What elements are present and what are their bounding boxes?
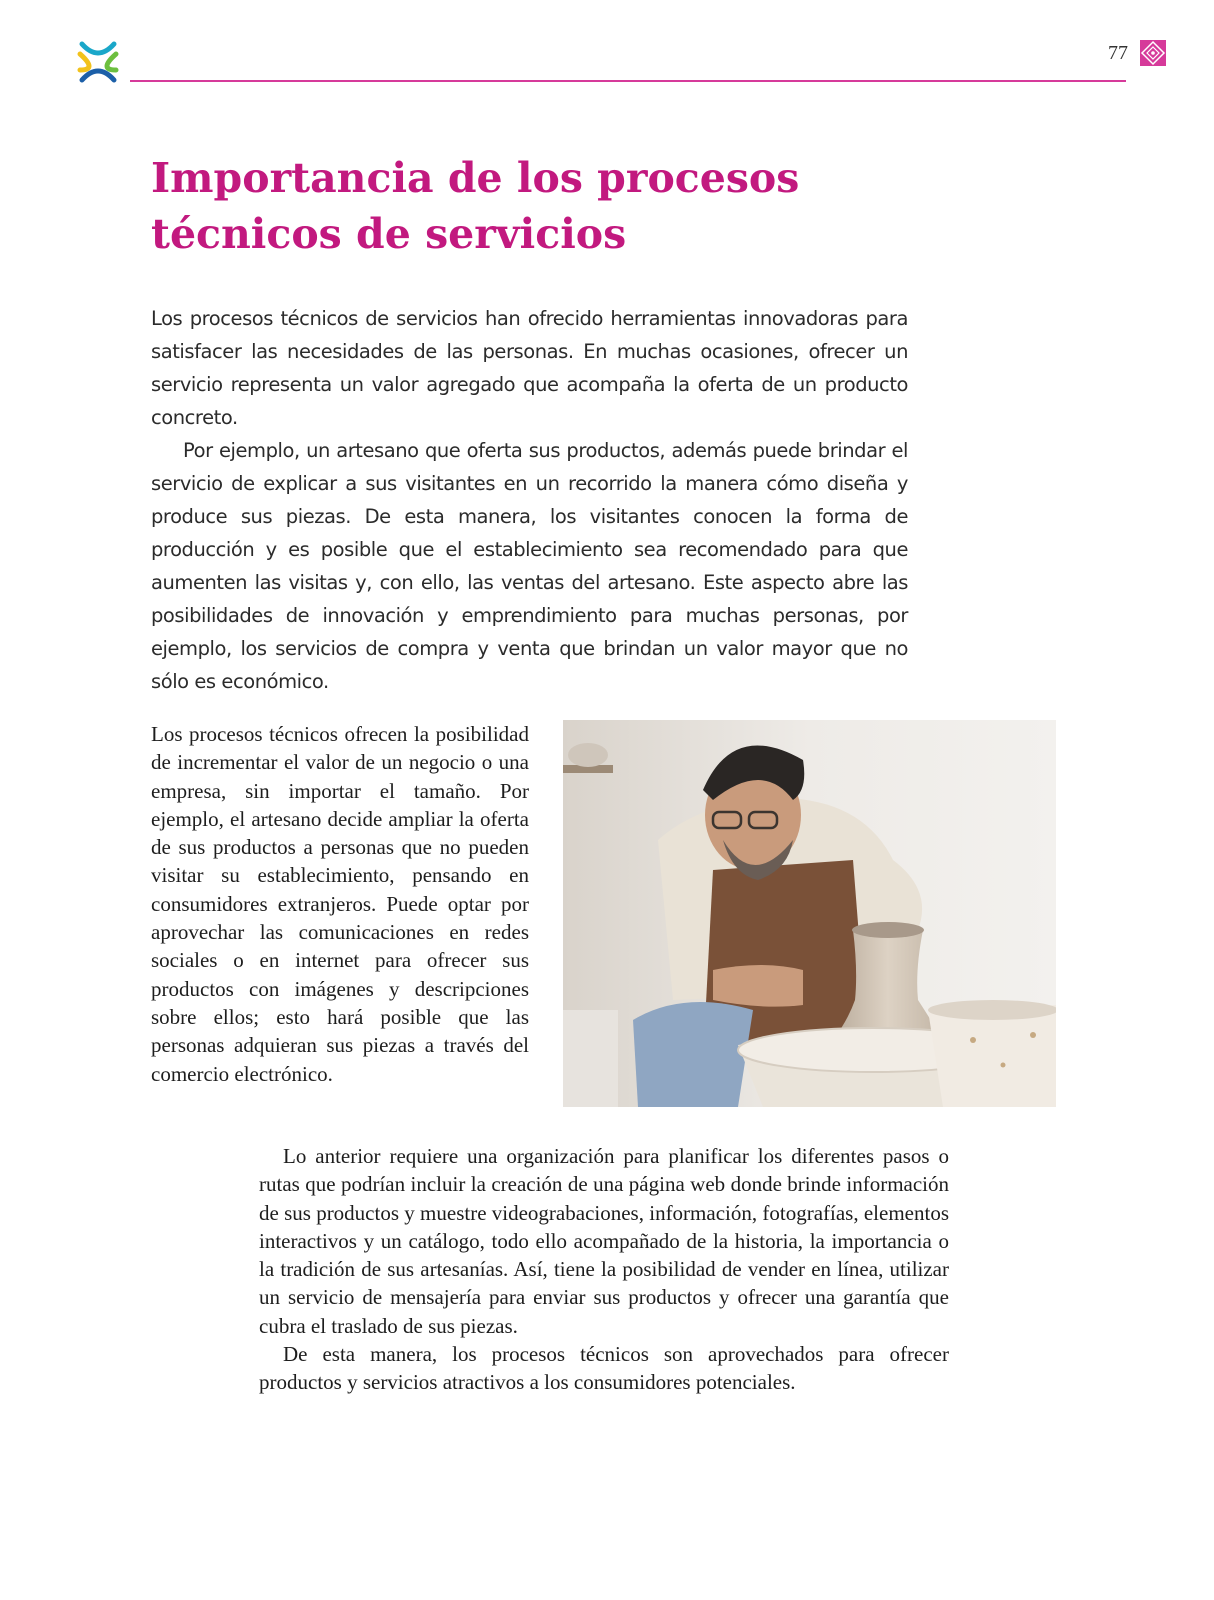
publisher-logo-icon: [76, 40, 120, 84]
page-title: [151, 150, 951, 262]
intro-paragraph-1: Los procesos técnicos de servicios han ofrecido herramientas innovadoras para satisfacer las necesidades de las personas. En muchas ocasiones, ofrecer un servicio representa un valor agregado que acompaña la oferta de un producto concreto.: [151, 307, 908, 429]
closing-text: [259, 1142, 949, 1397]
intro-text: [151, 302, 908, 698]
title-line-2: técnicos de servicios: [151, 210, 627, 258]
decorative-pattern-icon: [1140, 40, 1166, 66]
side-paragraph: Los procesos técnicos ofrecen la posibilidad de incrementar el valor de un negocio o una empresa, sin importar el tamaño. Por ejemplo, el artesano decide ampliar la oferta de sus productos a personas que no pueden visitar su establecimiento, pensando en consumidores extranjeros. Puede optar por aprovechar las comunicaciones en redes sociales o en internet para ofrecer sus productos con imágenes y descripciones sobre ellos; esto hará posible que las personas adquieran sus piezas a través del comercio electrónico.: [151, 722, 529, 1086]
page-number: 77: [1108, 42, 1128, 64]
closing-paragraph-2: De esta manera, los procesos técnicos son aprovechados para ofrecer productos y servicios atractivos a los consumidores potenciales.: [259, 1342, 949, 1395]
title-line-1: Importancia de los procesos: [151, 154, 800, 202]
intro-paragraph-2: Por ejemplo, un artesano que oferta sus productos, además puede brindar el servicio de explicar a sus visitantes en un recorrido la manera cómo diseña y produce sus piezas. De esta manera, los visitantes conocen la forma de producción y es posible que el establecimiento sea recomendado para que aumenten las visitas y, con ello, las ventas del artesano. Este aspecto abre las posibilidades de innovación y emprendimiento para muchas personas, por ejemplo, los servicios de compra y venta que brindan un valor mayor que no sólo es económico.: [151, 439, 908, 693]
closing-paragraph-1: Lo anterior requiere una organización para planificar los diferentes pasos o rutas que podrían incluir la creación de una página web donde brinde información de sus productos y muestre videograbaciones, información, fotografías, elementos interactivos y un catálogo, todo ello acompañado de la historia, la importancia o la tradición de sus artesanías. Así, tiene la posibilidad de vender en línea, utilizar un servicio de mensajería para enviar sus productos y ofrecer una garantía que cubra el traslado de sus piezas.: [259, 1144, 949, 1338]
header-rule: [130, 80, 1126, 82]
artisan-pottery-photo: [563, 720, 1056, 1107]
